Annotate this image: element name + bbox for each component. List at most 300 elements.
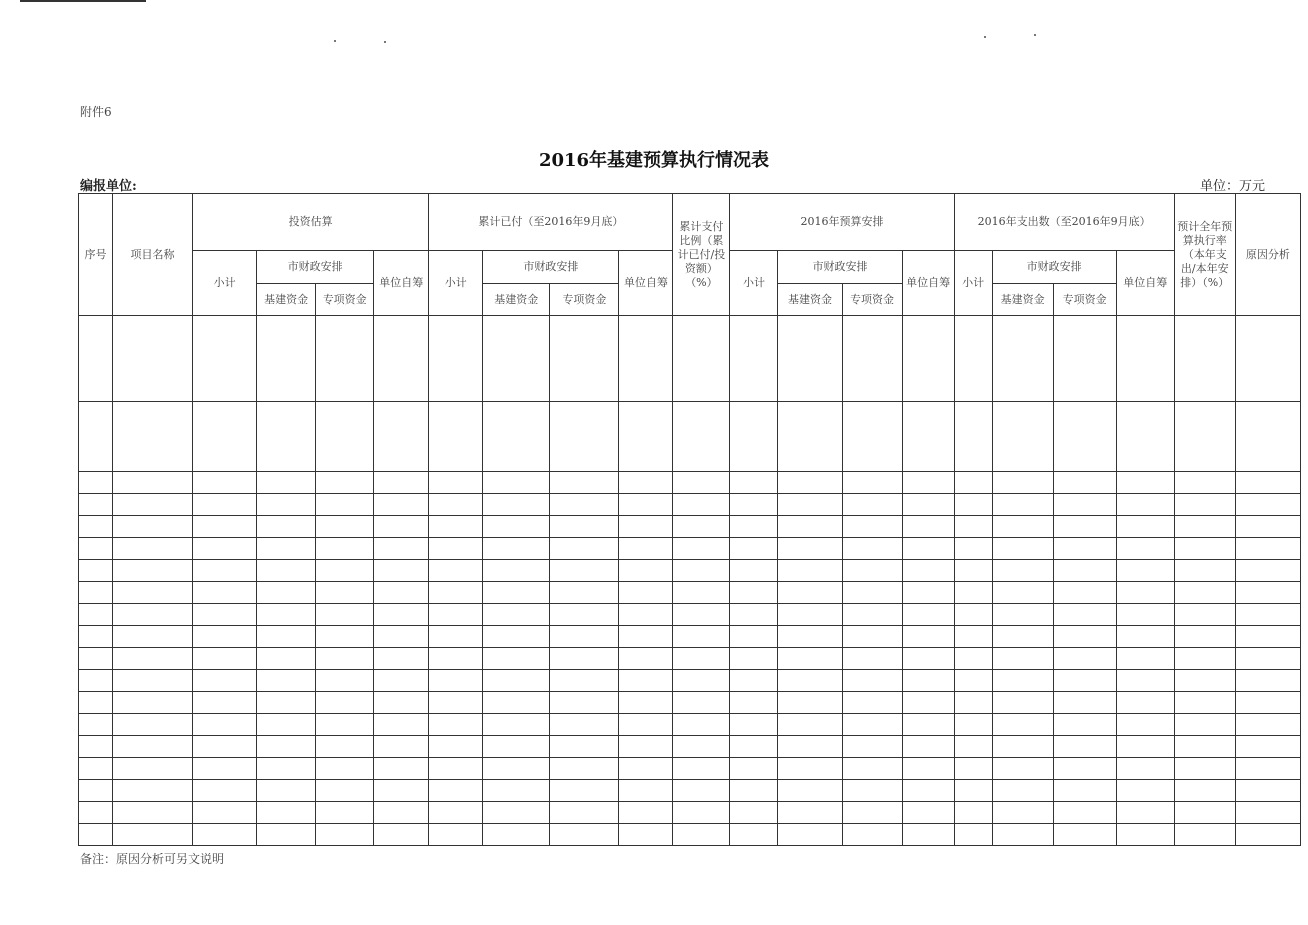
table-cell[interactable] [257,494,316,516]
table-cell[interactable] [374,538,429,560]
table-cell[interactable] [550,582,619,604]
table-cell[interactable] [257,516,316,538]
table-cell[interactable] [1174,494,1235,516]
table-cell[interactable] [778,316,842,402]
table-cell[interactable] [902,516,954,538]
table-cell[interactable] [550,604,619,626]
table-cell[interactable] [1235,582,1300,604]
table-cell[interactable] [550,402,619,472]
table-cell[interactable] [1235,736,1300,758]
table-cell[interactable] [1174,626,1235,648]
table-cell[interactable] [316,582,374,604]
table-cell[interactable] [673,402,730,472]
table-cell[interactable] [778,802,842,824]
table-cell[interactable] [902,472,954,494]
table-cell[interactable] [79,402,113,472]
table-cell[interactable] [79,736,113,758]
table-cell[interactable] [374,824,429,846]
table-cell[interactable] [902,582,954,604]
table-cell[interactable] [1116,758,1174,780]
table-cell[interactable] [1174,648,1235,670]
table-cell[interactable] [1053,714,1116,736]
table-cell[interactable] [730,626,778,648]
table-cell[interactable] [316,802,374,824]
table-cell[interactable] [429,780,483,802]
table-cell[interactable] [1235,692,1300,714]
table-cell[interactable] [842,494,902,516]
table-cell[interactable] [113,582,193,604]
table-cell[interactable] [730,538,778,560]
table-cell[interactable] [842,316,902,402]
table-cell[interactable] [374,758,429,780]
table-cell[interactable] [1174,582,1235,604]
table-cell[interactable] [1174,692,1235,714]
table-cell[interactable] [1116,824,1174,846]
table-cell[interactable] [730,802,778,824]
table-cell[interactable] [1116,670,1174,692]
table-cell[interactable] [429,736,483,758]
table-cell[interactable] [1235,824,1300,846]
table-cell[interactable] [483,560,550,582]
table-cell[interactable] [1116,648,1174,670]
table-cell[interactable] [113,802,193,824]
table-cell[interactable] [483,316,550,402]
table-cell[interactable] [730,670,778,692]
table-cell[interactable] [902,560,954,582]
table-cell[interactable] [1053,692,1116,714]
table-cell[interactable] [1053,516,1116,538]
table-cell[interactable] [778,692,842,714]
table-cell[interactable] [113,626,193,648]
table-cell[interactable] [954,626,992,648]
table-cell[interactable] [992,736,1053,758]
table-cell[interactable] [954,670,992,692]
table-cell[interactable] [550,670,619,692]
table-cell[interactable] [673,472,730,494]
table-cell[interactable] [257,472,316,494]
table-cell[interactable] [483,648,550,670]
table-cell[interactable] [550,316,619,402]
table-cell[interactable] [193,780,257,802]
table-cell[interactable] [778,494,842,516]
table-cell[interactable] [1174,316,1235,402]
table-cell[interactable] [79,494,113,516]
table-cell[interactable] [374,402,429,472]
table-cell[interactable] [1174,538,1235,560]
table-cell[interactable] [79,626,113,648]
table-cell[interactable] [316,494,374,516]
table-cell[interactable] [374,736,429,758]
table-cell[interactable] [193,402,257,472]
table-cell[interactable] [954,648,992,670]
table-cell[interactable] [316,670,374,692]
table-cell[interactable] [550,538,619,560]
table-cell[interactable] [1053,626,1116,648]
table-cell[interactable] [113,736,193,758]
table-cell[interactable] [902,402,954,472]
table-cell[interactable] [730,692,778,714]
table-cell[interactable] [1116,692,1174,714]
table-cell[interactable] [1116,736,1174,758]
table-cell[interactable] [954,402,992,472]
table-cell[interactable] [673,780,730,802]
table-cell[interactable] [730,714,778,736]
table-cell[interactable] [193,560,257,582]
table-cell[interactable] [483,538,550,560]
table-cell[interactable] [257,802,316,824]
table-cell[interactable] [429,714,483,736]
table-cell[interactable] [1116,316,1174,402]
table-cell[interactable] [1235,802,1300,824]
table-cell[interactable] [374,582,429,604]
table-cell[interactable] [673,670,730,692]
table-cell[interactable] [316,604,374,626]
table-cell[interactable] [79,516,113,538]
table-cell[interactable] [316,472,374,494]
table-cell[interactable] [550,560,619,582]
table-cell[interactable] [992,516,1053,538]
table-cell[interactable] [113,560,193,582]
table-cell[interactable] [1053,802,1116,824]
table-cell[interactable] [673,626,730,648]
table-cell[interactable] [193,604,257,626]
table-cell[interactable] [902,692,954,714]
table-cell[interactable] [902,780,954,802]
table-cell[interactable] [550,824,619,846]
table-cell[interactable] [257,692,316,714]
table-cell[interactable] [778,402,842,472]
table-cell[interactable] [1235,472,1300,494]
table-cell[interactable] [374,714,429,736]
table-cell[interactable] [673,692,730,714]
table-cell[interactable] [79,780,113,802]
table-cell[interactable] [257,780,316,802]
table-cell[interactable] [619,670,673,692]
table-cell[interactable] [1235,758,1300,780]
table-cell[interactable] [1053,560,1116,582]
table-cell[interactable] [374,670,429,692]
table-cell[interactable] [902,604,954,626]
table-cell[interactable] [992,538,1053,560]
table-cell[interactable] [193,316,257,402]
table-cell[interactable] [954,472,992,494]
table-cell[interactable] [992,560,1053,582]
table-cell[interactable] [1116,780,1174,802]
table-cell[interactable] [673,516,730,538]
table-cell[interactable] [1053,780,1116,802]
table-cell[interactable] [673,736,730,758]
table-cell[interactable] [79,538,113,560]
table-cell[interactable] [1174,824,1235,846]
table-cell[interactable] [193,824,257,846]
table-cell[interactable] [992,582,1053,604]
table-cell[interactable] [992,758,1053,780]
table-cell[interactable] [316,648,374,670]
table-cell[interactable] [429,626,483,648]
table-cell[interactable] [954,494,992,516]
table-cell[interactable] [113,670,193,692]
table-cell[interactable] [730,582,778,604]
table-cell[interactable] [374,560,429,582]
table-cell[interactable] [550,648,619,670]
table-cell[interactable] [429,538,483,560]
table-cell[interactable] [673,316,730,402]
table-cell[interactable] [483,402,550,472]
table-cell[interactable] [842,802,902,824]
table-cell[interactable] [1235,494,1300,516]
table-cell[interactable] [842,560,902,582]
table-cell[interactable] [429,402,483,472]
table-cell[interactable] [550,802,619,824]
table-cell[interactable] [842,402,902,472]
table-cell[interactable] [902,626,954,648]
table-cell[interactable] [1053,648,1116,670]
table-cell[interactable] [954,538,992,560]
table-cell[interactable] [113,604,193,626]
table-cell[interactable] [730,604,778,626]
table-cell[interactable] [1116,626,1174,648]
table-cell[interactable] [778,758,842,780]
table-cell[interactable] [193,582,257,604]
table-cell[interactable] [902,538,954,560]
table-cell[interactable] [673,538,730,560]
table-cell[interactable] [842,714,902,736]
table-cell[interactable] [1053,402,1116,472]
table-cell[interactable] [113,494,193,516]
table-cell[interactable] [954,316,992,402]
table-cell[interactable] [257,560,316,582]
table-cell[interactable] [483,626,550,648]
table-cell[interactable] [730,402,778,472]
table-cell[interactable] [1235,560,1300,582]
table-cell[interactable] [619,714,673,736]
table-cell[interactable] [954,604,992,626]
table-cell[interactable] [113,538,193,560]
table-cell[interactable] [113,316,193,402]
table-cell[interactable] [79,582,113,604]
table-cell[interactable] [316,402,374,472]
table-cell[interactable] [79,758,113,780]
table-cell[interactable] [992,604,1053,626]
table-cell[interactable] [1235,714,1300,736]
table-cell[interactable] [257,824,316,846]
table-cell[interactable] [1053,316,1116,402]
table-cell[interactable] [730,560,778,582]
table-cell[interactable] [429,758,483,780]
table-cell[interactable] [374,802,429,824]
table-cell[interactable] [257,670,316,692]
table-cell[interactable] [992,824,1053,846]
table-cell[interactable] [902,648,954,670]
table-cell[interactable] [1174,472,1235,494]
table-cell[interactable] [842,824,902,846]
table-cell[interactable] [1116,582,1174,604]
table-cell[interactable] [193,494,257,516]
table-cell[interactable] [778,560,842,582]
table-cell[interactable] [550,494,619,516]
table-cell[interactable] [954,736,992,758]
table-cell[interactable] [673,648,730,670]
table-cell[interactable] [1053,582,1116,604]
table-cell[interactable] [193,626,257,648]
table-cell[interactable] [257,626,316,648]
table-cell[interactable] [79,670,113,692]
table-cell[interactable] [429,824,483,846]
table-cell[interactable] [1053,472,1116,494]
table-cell[interactable] [550,472,619,494]
table-cell[interactable] [902,802,954,824]
table-cell[interactable] [902,670,954,692]
table-cell[interactable] [429,516,483,538]
table-cell[interactable] [1116,802,1174,824]
table-cell[interactable] [1174,736,1235,758]
table-cell[interactable] [374,648,429,670]
table-cell[interactable] [954,516,992,538]
table-cell[interactable] [374,692,429,714]
table-cell[interactable] [1116,714,1174,736]
table-cell[interactable] [483,758,550,780]
table-cell[interactable] [483,516,550,538]
table-cell[interactable] [730,648,778,670]
table-cell[interactable] [79,560,113,582]
table-cell[interactable] [1235,780,1300,802]
table-cell[interactable] [842,758,902,780]
table-cell[interactable] [374,604,429,626]
table-cell[interactable] [193,758,257,780]
table-cell[interactable] [619,516,673,538]
table-cell[interactable] [778,780,842,802]
table-cell[interactable] [257,648,316,670]
table-cell[interactable] [1174,560,1235,582]
table-cell[interactable] [954,560,992,582]
table-cell[interactable] [483,802,550,824]
table-cell[interactable] [778,736,842,758]
table-cell[interactable] [316,758,374,780]
table-cell[interactable] [113,472,193,494]
table-cell[interactable] [1235,316,1300,402]
table-cell[interactable] [113,780,193,802]
table-cell[interactable] [113,824,193,846]
table-cell[interactable] [1053,758,1116,780]
table-cell[interactable] [1235,648,1300,670]
table-cell[interactable] [842,736,902,758]
table-cell[interactable] [778,648,842,670]
table-cell[interactable] [778,670,842,692]
table-cell[interactable] [483,780,550,802]
table-cell[interactable] [550,692,619,714]
table-cell[interactable] [619,316,673,402]
table-cell[interactable] [113,714,193,736]
table-cell[interactable] [113,758,193,780]
table-cell[interactable] [316,714,374,736]
table-cell[interactable] [550,736,619,758]
table-cell[interactable] [193,516,257,538]
table-cell[interactable] [842,780,902,802]
table-cell[interactable] [992,780,1053,802]
table-cell[interactable] [778,516,842,538]
table-cell[interactable] [1053,494,1116,516]
table-cell[interactable] [113,516,193,538]
table-cell[interactable] [1053,736,1116,758]
table-cell[interactable] [257,538,316,560]
table-cell[interactable] [79,692,113,714]
table-cell[interactable] [730,472,778,494]
table-cell[interactable] [992,648,1053,670]
table-cell[interactable] [483,736,550,758]
table-cell[interactable] [778,538,842,560]
table-cell[interactable] [1116,494,1174,516]
table-cell[interactable] [79,648,113,670]
table-cell[interactable] [1053,538,1116,560]
table-cell[interactable] [673,604,730,626]
table-cell[interactable] [992,714,1053,736]
table-cell[interactable] [483,604,550,626]
table-cell[interactable] [1174,780,1235,802]
table-cell[interactable] [316,692,374,714]
table-cell[interactable] [429,582,483,604]
table-cell[interactable] [902,494,954,516]
table-cell[interactable] [902,736,954,758]
table-cell[interactable] [429,670,483,692]
table-cell[interactable] [1116,402,1174,472]
table-cell[interactable] [1174,802,1235,824]
table-cell[interactable] [778,582,842,604]
table-cell[interactable] [730,780,778,802]
table-cell[interactable] [316,626,374,648]
table-cell[interactable] [673,494,730,516]
table-cell[interactable] [316,824,374,846]
table-cell[interactable] [842,692,902,714]
table-cell[interactable] [1174,714,1235,736]
table-cell[interactable] [374,780,429,802]
table-cell[interactable] [113,648,193,670]
table-cell[interactable] [1116,472,1174,494]
table-cell[interactable] [992,626,1053,648]
table-cell[interactable] [730,316,778,402]
table-cell[interactable] [954,582,992,604]
table-cell[interactable] [1174,516,1235,538]
table-cell[interactable] [619,736,673,758]
table-cell[interactable] [483,472,550,494]
table-cell[interactable] [619,538,673,560]
table-cell[interactable] [619,402,673,472]
table-cell[interactable] [193,472,257,494]
table-cell[interactable] [1235,670,1300,692]
table-cell[interactable] [429,802,483,824]
table-cell[interactable] [619,648,673,670]
table-cell[interactable] [79,714,113,736]
table-cell[interactable] [550,714,619,736]
table-cell[interactable] [842,648,902,670]
table-cell[interactable] [429,316,483,402]
table-cell[interactable] [113,402,193,472]
table-cell[interactable] [113,692,193,714]
table-cell[interactable] [483,670,550,692]
table-cell[interactable] [954,780,992,802]
table-cell[interactable] [193,692,257,714]
table-cell[interactable] [316,316,374,402]
table-cell[interactable] [193,736,257,758]
table-cell[interactable] [257,714,316,736]
table-cell[interactable] [483,824,550,846]
table-cell[interactable] [842,516,902,538]
table-cell[interactable] [673,560,730,582]
table-cell[interactable] [902,758,954,780]
table-cell[interactable] [619,692,673,714]
table-cell[interactable] [193,714,257,736]
table-cell[interactable] [1116,560,1174,582]
table-cell[interactable] [673,802,730,824]
